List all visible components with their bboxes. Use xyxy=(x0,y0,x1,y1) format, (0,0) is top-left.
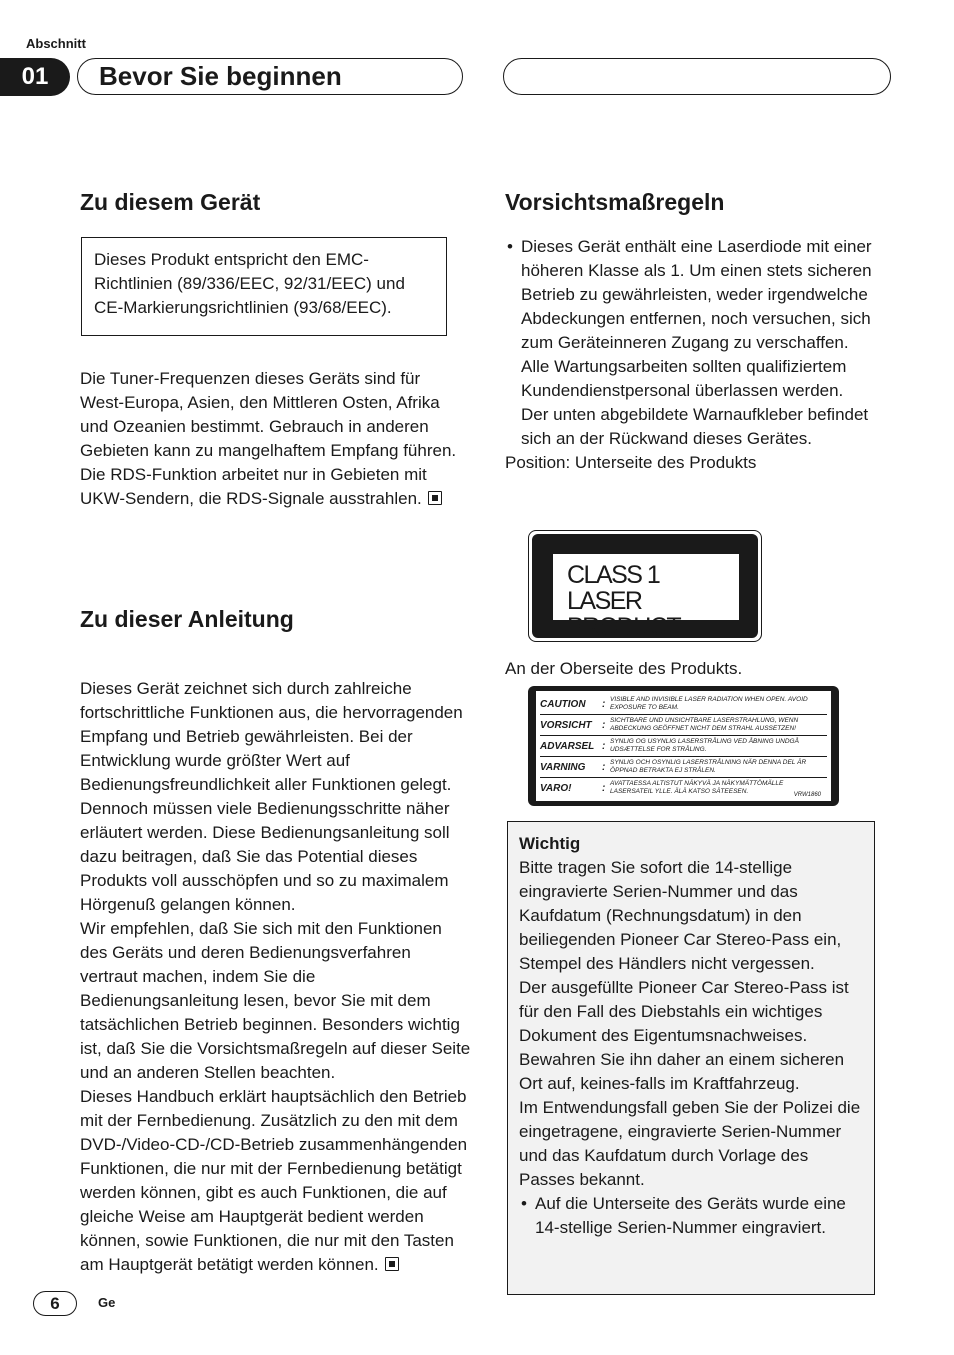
important-box xyxy=(507,821,875,1295)
section-label: Abschnitt xyxy=(26,36,86,51)
caution-row: VARNING : SYNLIG OCH OSYNLIG LASERSTRÅLNING NÄR DENNA DEL ÄR ÖPPNAD BETRAKTA EJ STRÅLEN. xyxy=(540,757,827,778)
section-number-badge: 01 xyxy=(0,58,70,96)
end-of-section-icon xyxy=(385,1257,399,1271)
class-label-line2: LASER PRODUCT xyxy=(567,587,681,641)
label-code: VRW1860 xyxy=(793,792,821,798)
tuner-paragraph xyxy=(80,367,468,511)
class1-laser-label xyxy=(528,530,762,642)
position-top-text: An der Oberseite des Produkts. xyxy=(505,659,743,678)
language-code: Ge xyxy=(98,1295,116,1310)
tuner-text: Die Tuner-Frequenzen dieses Geräts sind für West-Europa, Asien, den Mittleren Osten, Afrika und Ozeanien bestimmt. Gebrauch in anderen Gebieten kann zu mangelhaftem Empfang führen. Die RDS-Funktion arbeitet nur in Gebieten mit UKW-Sendern, die RDS-Signale ausstrahlen. xyxy=(80,369,457,508)
precautions-block xyxy=(505,235,885,475)
about-manual-heading: Zu dieser Anleitung xyxy=(80,606,294,632)
about-device-heading: Zu diesem Gerät xyxy=(80,189,261,215)
page-title: Bevor Sie beginnen xyxy=(99,61,342,91)
caution-row: VARO! : AVATTAESSA ALTISTUT NÄKYVÄ JA NÄKYMÄTTÖMÄLLE LASERSATEIL YLLE. ÄLÄ KATSO SÄTEESEN. xyxy=(540,780,784,795)
emc-notice-box xyxy=(81,237,447,336)
end-of-section-icon xyxy=(428,491,442,505)
important-heading: Wichtig xyxy=(519,834,581,853)
caution-row: VORSICHT : SICHTBARE UND UNSICHTBARE LASERSTRAHLUNG, WENN ABDECKUNG GEÖFFNET NICHT DEM STRAHL AUSSETZEN! xyxy=(540,715,827,736)
manual-paragraph xyxy=(80,653,472,1301)
caution-row: CAUTION : VISIBLE AND INVISIBLE LASER RADIATION WHEN OPEN. AVOID EXPOSURE TO BEAM. xyxy=(540,694,827,715)
precautions-heading: Vorsichtsmaßregeln xyxy=(505,189,725,215)
header-empty-frame xyxy=(503,58,891,95)
important-bullet: • Auf die Unterseite des Geräts wurde eine 14-stellige Serien-Nummer eingraviert. xyxy=(519,1192,863,1240)
caution-sticker xyxy=(528,686,839,806)
caution-row: ADVARSEL : SYNLIG OG USYNLIG LASERSTRÅLING VED ÅBNING UNDGÅ UDSÆTTELSE FOR STRÅLING. xyxy=(540,736,827,757)
page-number: 6 xyxy=(33,1291,77,1316)
emc-notice-text: Dieses Produkt entspricht den EMC-Richtlinien (89/336/EEC, 92/31/EEC) und CE-Markierungsrichtlinien (93/68/EEC). xyxy=(94,250,405,317)
precaution-bullet: • Dieses Gerät enthält eine Laserdiode mit einer höheren Klasse als 1. Um einen stets sicheren Betrieb zu gewährleisten, weder irgendwelche Abdeckungen entfernen, noch versuchen, sich zum Geräteinneren Zugang zu verschaffen. Alle Wartungsarbeiten sollten qualifiziertem Kundendienstpersonal überlassen werden. Der unten abgebildete Warnaufkleber befindet sich an der Rückwand dieses Gerätes. xyxy=(505,235,885,451)
manual-text: Dieses Gerät zeichnet sich durch zahlreiche fortschrittliche Funktionen aus, die hervorragenden Empfang und Betrieb gewährleisten. Bei der Entwicklung wurde größter Wert auf Bedienungsfreundlichkeit aller Funktionen gelegt. Dennoch müssen viele Bedienungsschritte näher erläutert werden. Diese Bedienungsanleitung soll dazu beitragen, daß Sie das Potential dieses Produkts voll ausschöpfen und so zu maximalem Hörgenuß gelangen können. Wir empfehlen, daß Sie sich mit den Funktionen des Geräts und deren Bedienungsverfahren vertraut machen, indem Sie die Bedienungsanleitung lesen, bevor Sie mit dem tatsächlichen Betrieb beginnen. Besonders wichtig ist, daß Sie die Vorsichtsmaßregeln auf dieser Seite und an anderen Stellen beachten. Dieses Handbuch erklärt hauptsächlich den Betrieb mit der Fernbedienung. Zusätzlich zu den mit dem DVD-/Video-CD-/CD-Betrieb zusammenhängenden Funktionen, die nur mit der Fernbedienung betätigt werden können, gibt es auch Funktionen, die auf gleiche Weise am Hauptgerät bedient werden können, sowie Funktionen, die nur mit den Tasten am Hauptgerät betätigt werden können. xyxy=(80,679,471,1274)
important-text: Bitte tragen Sie sofort die 14-stellige eingravierte Serien-Nummer und das Kaufdatum (Rechnungsdatum) in den beiliegenden Pioneer Car Stereo-Pass ein, Stempel des Händlers nicht vergessen. Der ausgefüllte Pioneer Car Stereo-Pass ist für den Fall des Diebstahls ein wichtiges Dokument des Eigentumsnachweises. Bewahren Sie ihn daher an einem sicheren Ort auf, keines-falls im Kraftfahrzeug. Im Entwendungsfall geben Sie der Polizei die eingetragene, eingravierte Serien-Nummer und das Kaufdatum durch Vorlage des Passes bekannt. xyxy=(519,858,861,1189)
class-label-line1: CLASS 1 xyxy=(567,561,660,589)
position-bottom-text: Position: Unterseite des Produkts xyxy=(505,453,757,472)
